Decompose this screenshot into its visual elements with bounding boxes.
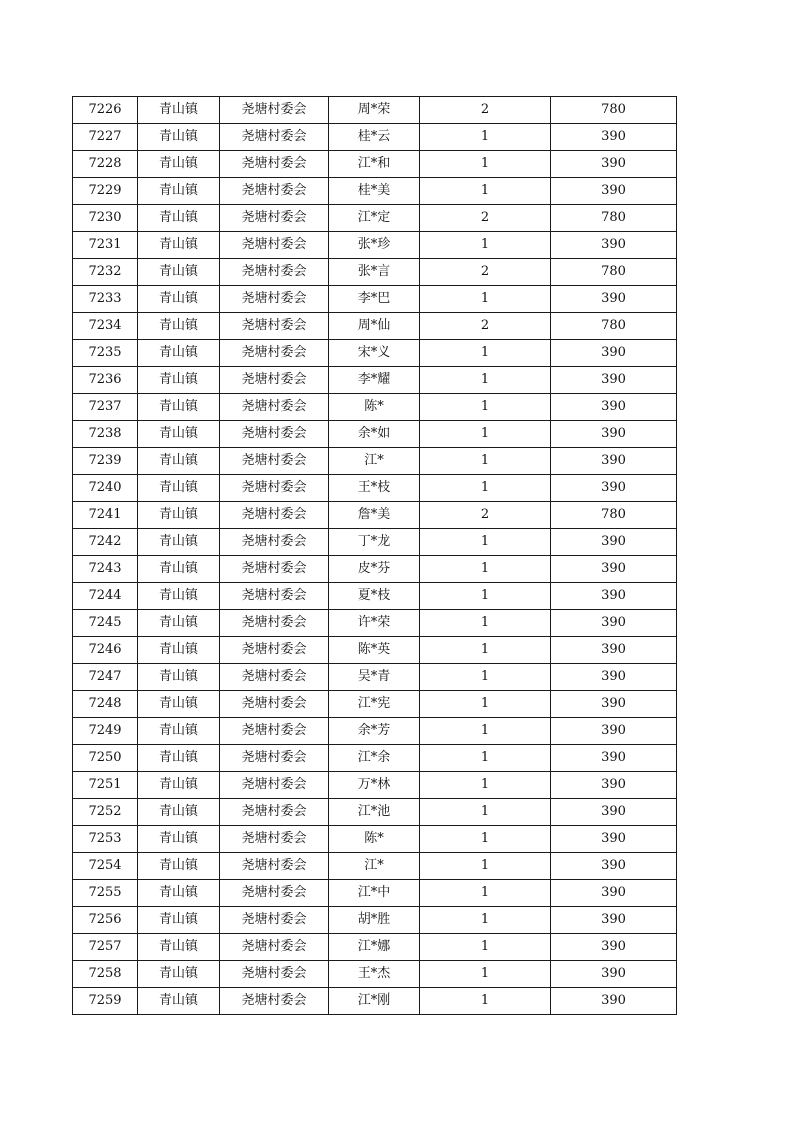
table-body	[73, 97, 677, 1015]
person-count-cell: 2	[420, 97, 551, 124]
village-committee-cell: 尧塘村委会	[220, 961, 329, 988]
amount-cell: 390	[551, 691, 677, 718]
amount-cell: 390	[551, 880, 677, 907]
village-committee-cell: 尧塘村委会	[220, 367, 329, 394]
amount-cell: 390	[551, 286, 677, 313]
name-cell: 李*巴	[329, 286, 420, 313]
row-number-cell: 7233	[73, 286, 138, 313]
table-row	[73, 529, 677, 556]
person-count-cell: 1	[420, 583, 551, 610]
town-cell: 青山镇	[138, 313, 220, 340]
town-cell: 青山镇	[138, 529, 220, 556]
table-row	[73, 97, 677, 124]
amount-cell: 390	[551, 340, 677, 367]
name-cell: 周*荣	[329, 97, 420, 124]
person-count-cell: 1	[420, 988, 551, 1015]
town-cell: 青山镇	[138, 151, 220, 178]
amount-cell: 390	[551, 610, 677, 637]
row-number-cell: 7249	[73, 718, 138, 745]
table-row	[73, 556, 677, 583]
table-row	[73, 610, 677, 637]
person-count-cell: 1	[420, 610, 551, 637]
village-committee-cell: 尧塘村委会	[220, 232, 329, 259]
table-row	[73, 826, 677, 853]
name-cell: 江*中	[329, 880, 420, 907]
village-committee-cell: 尧塘村委会	[220, 394, 329, 421]
row-number-cell: 7251	[73, 772, 138, 799]
row-number-cell: 7253	[73, 826, 138, 853]
row-number-cell: 7243	[73, 556, 138, 583]
village-committee-cell: 尧塘村委会	[220, 124, 329, 151]
amount-cell: 390	[551, 988, 677, 1015]
amount-cell: 780	[551, 205, 677, 232]
name-cell: 许*荣	[329, 610, 420, 637]
village-committee-cell: 尧塘村委会	[220, 313, 329, 340]
amount-cell: 390	[551, 718, 677, 745]
town-cell: 青山镇	[138, 934, 220, 961]
row-number-cell: 7237	[73, 394, 138, 421]
table-row	[73, 718, 677, 745]
town-cell: 青山镇	[138, 583, 220, 610]
town-cell: 青山镇	[138, 907, 220, 934]
person-count-cell: 1	[420, 124, 551, 151]
village-committee-cell: 尧塘村委会	[220, 637, 329, 664]
person-count-cell: 1	[420, 556, 551, 583]
name-cell: 吴*青	[329, 664, 420, 691]
town-cell: 青山镇	[138, 448, 220, 475]
name-cell: 余*芳	[329, 718, 420, 745]
town-cell: 青山镇	[138, 853, 220, 880]
amount-cell: 390	[551, 124, 677, 151]
name-cell: 张*珍	[329, 232, 420, 259]
row-number-cell: 7236	[73, 367, 138, 394]
person-count-cell: 1	[420, 691, 551, 718]
name-cell: 万*林	[329, 772, 420, 799]
amount-cell: 390	[551, 745, 677, 772]
town-cell: 青山镇	[138, 961, 220, 988]
name-cell: 丁*龙	[329, 529, 420, 556]
person-count-cell: 1	[420, 340, 551, 367]
village-committee-cell: 尧塘村委会	[220, 97, 329, 124]
village-committee-cell: 尧塘村委会	[220, 772, 329, 799]
town-cell: 青山镇	[138, 97, 220, 124]
table-row	[73, 313, 677, 340]
town-cell: 青山镇	[138, 826, 220, 853]
town-cell: 青山镇	[138, 718, 220, 745]
name-cell: 江*定	[329, 205, 420, 232]
name-cell: 詹*美	[329, 502, 420, 529]
name-cell: 江*宪	[329, 691, 420, 718]
table-row	[73, 934, 677, 961]
table-row	[73, 664, 677, 691]
person-count-cell: 1	[420, 475, 551, 502]
village-committee-cell: 尧塘村委会	[220, 664, 329, 691]
table-row	[73, 232, 677, 259]
person-count-cell: 1	[420, 799, 551, 826]
town-cell: 青山镇	[138, 556, 220, 583]
person-count-cell: 1	[420, 529, 551, 556]
amount-cell: 390	[551, 367, 677, 394]
name-cell: 余*如	[329, 421, 420, 448]
village-committee-cell: 尧塘村委会	[220, 178, 329, 205]
row-number-cell: 7248	[73, 691, 138, 718]
person-count-cell: 1	[420, 907, 551, 934]
table-row	[73, 178, 677, 205]
amount-cell: 390	[551, 799, 677, 826]
person-count-cell: 2	[420, 313, 551, 340]
name-cell: 江*娜	[329, 934, 420, 961]
amount-cell: 390	[551, 178, 677, 205]
row-number-cell: 7258	[73, 961, 138, 988]
name-cell: 陈*	[329, 826, 420, 853]
name-cell: 胡*胜	[329, 907, 420, 934]
amount-cell: 390	[551, 448, 677, 475]
row-number-cell: 7235	[73, 340, 138, 367]
table-row	[73, 448, 677, 475]
village-committee-cell: 尧塘村委会	[220, 826, 329, 853]
town-cell: 青山镇	[138, 880, 220, 907]
person-count-cell: 2	[420, 259, 551, 286]
table-row	[73, 259, 677, 286]
row-number-cell: 7229	[73, 178, 138, 205]
amount-cell: 390	[551, 907, 677, 934]
amount-cell: 390	[551, 151, 677, 178]
town-cell: 青山镇	[138, 637, 220, 664]
table-row	[73, 286, 677, 313]
person-count-cell: 1	[420, 448, 551, 475]
town-cell: 青山镇	[138, 394, 220, 421]
village-committee-cell: 尧塘村委会	[220, 421, 329, 448]
town-cell: 青山镇	[138, 205, 220, 232]
person-count-cell: 1	[420, 394, 551, 421]
amount-cell: 390	[551, 583, 677, 610]
name-cell: 江*	[329, 448, 420, 475]
table-row	[73, 124, 677, 151]
name-cell: 江*	[329, 853, 420, 880]
village-committee-cell: 尧塘村委会	[220, 853, 329, 880]
amount-cell: 390	[551, 421, 677, 448]
amount-cell: 390	[551, 394, 677, 421]
row-number-cell: 7242	[73, 529, 138, 556]
village-committee-cell: 尧塘村委会	[220, 340, 329, 367]
table-row	[73, 637, 677, 664]
table-row	[73, 583, 677, 610]
town-cell: 青山镇	[138, 340, 220, 367]
name-cell: 陈*英	[329, 637, 420, 664]
table-row	[73, 502, 677, 529]
table-row	[73, 961, 677, 988]
name-cell: 夏*枝	[329, 583, 420, 610]
table-row	[73, 745, 677, 772]
amount-cell: 390	[551, 529, 677, 556]
town-cell: 青山镇	[138, 124, 220, 151]
town-cell: 青山镇	[138, 988, 220, 1015]
name-cell: 江*刚	[329, 988, 420, 1015]
village-committee-cell: 尧塘村委会	[220, 934, 329, 961]
person-count-cell: 1	[420, 151, 551, 178]
town-cell: 青山镇	[138, 799, 220, 826]
row-number-cell: 7240	[73, 475, 138, 502]
town-cell: 青山镇	[138, 286, 220, 313]
name-cell: 李*耀	[329, 367, 420, 394]
person-count-cell: 1	[420, 367, 551, 394]
row-number-cell: 7239	[73, 448, 138, 475]
row-number-cell: 7254	[73, 853, 138, 880]
table-row	[73, 988, 677, 1015]
person-count-cell: 1	[420, 421, 551, 448]
person-count-cell: 1	[420, 961, 551, 988]
row-number-cell: 7230	[73, 205, 138, 232]
row-number-cell: 7244	[73, 583, 138, 610]
person-count-cell: 1	[420, 664, 551, 691]
village-committee-cell: 尧塘村委会	[220, 583, 329, 610]
amount-cell: 780	[551, 97, 677, 124]
table-row	[73, 394, 677, 421]
person-count-cell: 1	[420, 718, 551, 745]
name-cell: 江*余	[329, 745, 420, 772]
table-row	[73, 205, 677, 232]
table-row	[73, 907, 677, 934]
amount-cell: 780	[551, 259, 677, 286]
town-cell: 青山镇	[138, 178, 220, 205]
amount-cell: 390	[551, 961, 677, 988]
table-row	[73, 151, 677, 178]
village-committee-cell: 尧塘村委会	[220, 907, 329, 934]
town-cell: 青山镇	[138, 664, 220, 691]
row-number-cell: 7245	[73, 610, 138, 637]
person-count-cell: 1	[420, 853, 551, 880]
person-count-cell: 1	[420, 826, 551, 853]
town-cell: 青山镇	[138, 772, 220, 799]
name-cell: 江*池	[329, 799, 420, 826]
village-committee-cell: 尧塘村委会	[220, 502, 329, 529]
row-number-cell: 7257	[73, 934, 138, 961]
name-cell: 江*和	[329, 151, 420, 178]
village-committee-cell: 尧塘村委会	[220, 259, 329, 286]
person-count-cell: 1	[420, 772, 551, 799]
town-cell: 青山镇	[138, 367, 220, 394]
person-count-cell: 1	[420, 745, 551, 772]
village-committee-cell: 尧塘村委会	[220, 151, 329, 178]
village-committee-cell: 尧塘村委会	[220, 286, 329, 313]
table-row	[73, 691, 677, 718]
village-committee-cell: 尧塘村委会	[220, 988, 329, 1015]
person-count-cell: 2	[420, 205, 551, 232]
row-number-cell: 7252	[73, 799, 138, 826]
person-count-cell: 1	[420, 880, 551, 907]
name-cell: 王*枝	[329, 475, 420, 502]
row-number-cell: 7246	[73, 637, 138, 664]
row-number-cell: 7226	[73, 97, 138, 124]
subsidy-table	[72, 96, 677, 1015]
town-cell: 青山镇	[138, 610, 220, 637]
village-committee-cell: 尧塘村委会	[220, 718, 329, 745]
table-row	[73, 772, 677, 799]
row-number-cell: 7247	[73, 664, 138, 691]
row-number-cell: 7228	[73, 151, 138, 178]
amount-cell: 390	[551, 556, 677, 583]
name-cell: 张*言	[329, 259, 420, 286]
town-cell: 青山镇	[138, 691, 220, 718]
town-cell: 青山镇	[138, 259, 220, 286]
table-row	[73, 475, 677, 502]
amount-cell: 780	[551, 313, 677, 340]
person-count-cell: 2	[420, 502, 551, 529]
village-committee-cell: 尧塘村委会	[220, 745, 329, 772]
village-committee-cell: 尧塘村委会	[220, 448, 329, 475]
person-count-cell: 1	[420, 178, 551, 205]
amount-cell: 780	[551, 502, 677, 529]
row-number-cell: 7255	[73, 880, 138, 907]
row-number-cell: 7231	[73, 232, 138, 259]
village-committee-cell: 尧塘村委会	[220, 529, 329, 556]
name-cell: 桂*美	[329, 178, 420, 205]
amount-cell: 390	[551, 934, 677, 961]
table-row	[73, 421, 677, 448]
amount-cell: 390	[551, 853, 677, 880]
village-committee-cell: 尧塘村委会	[220, 691, 329, 718]
name-cell: 宋*义	[329, 340, 420, 367]
person-count-cell: 1	[420, 637, 551, 664]
row-number-cell: 7238	[73, 421, 138, 448]
table-row	[73, 799, 677, 826]
table-row	[73, 367, 677, 394]
village-committee-cell: 尧塘村委会	[220, 799, 329, 826]
town-cell: 青山镇	[138, 421, 220, 448]
village-committee-cell: 尧塘村委会	[220, 610, 329, 637]
amount-cell: 390	[551, 772, 677, 799]
name-cell: 桂*云	[329, 124, 420, 151]
town-cell: 青山镇	[138, 232, 220, 259]
table-row	[73, 853, 677, 880]
person-count-cell: 1	[420, 934, 551, 961]
row-number-cell: 7227	[73, 124, 138, 151]
table-row	[73, 880, 677, 907]
row-number-cell: 7259	[73, 988, 138, 1015]
name-cell: 皮*芬	[329, 556, 420, 583]
village-committee-cell: 尧塘村委会	[220, 880, 329, 907]
row-number-cell: 7256	[73, 907, 138, 934]
person-count-cell: 1	[420, 232, 551, 259]
name-cell: 周*仙	[329, 313, 420, 340]
town-cell: 青山镇	[138, 745, 220, 772]
row-number-cell: 7250	[73, 745, 138, 772]
row-number-cell: 7232	[73, 259, 138, 286]
name-cell: 王*杰	[329, 961, 420, 988]
town-cell: 青山镇	[138, 502, 220, 529]
village-committee-cell: 尧塘村委会	[220, 556, 329, 583]
amount-cell: 390	[551, 475, 677, 502]
name-cell: 陈*	[329, 394, 420, 421]
amount-cell: 390	[551, 637, 677, 664]
row-number-cell: 7241	[73, 502, 138, 529]
village-committee-cell: 尧塘村委会	[220, 475, 329, 502]
amount-cell: 390	[551, 826, 677, 853]
table-row	[73, 340, 677, 367]
amount-cell: 390	[551, 232, 677, 259]
amount-cell: 390	[551, 664, 677, 691]
row-number-cell: 7234	[73, 313, 138, 340]
person-count-cell: 1	[420, 286, 551, 313]
village-committee-cell: 尧塘村委会	[220, 205, 329, 232]
town-cell: 青山镇	[138, 475, 220, 502]
